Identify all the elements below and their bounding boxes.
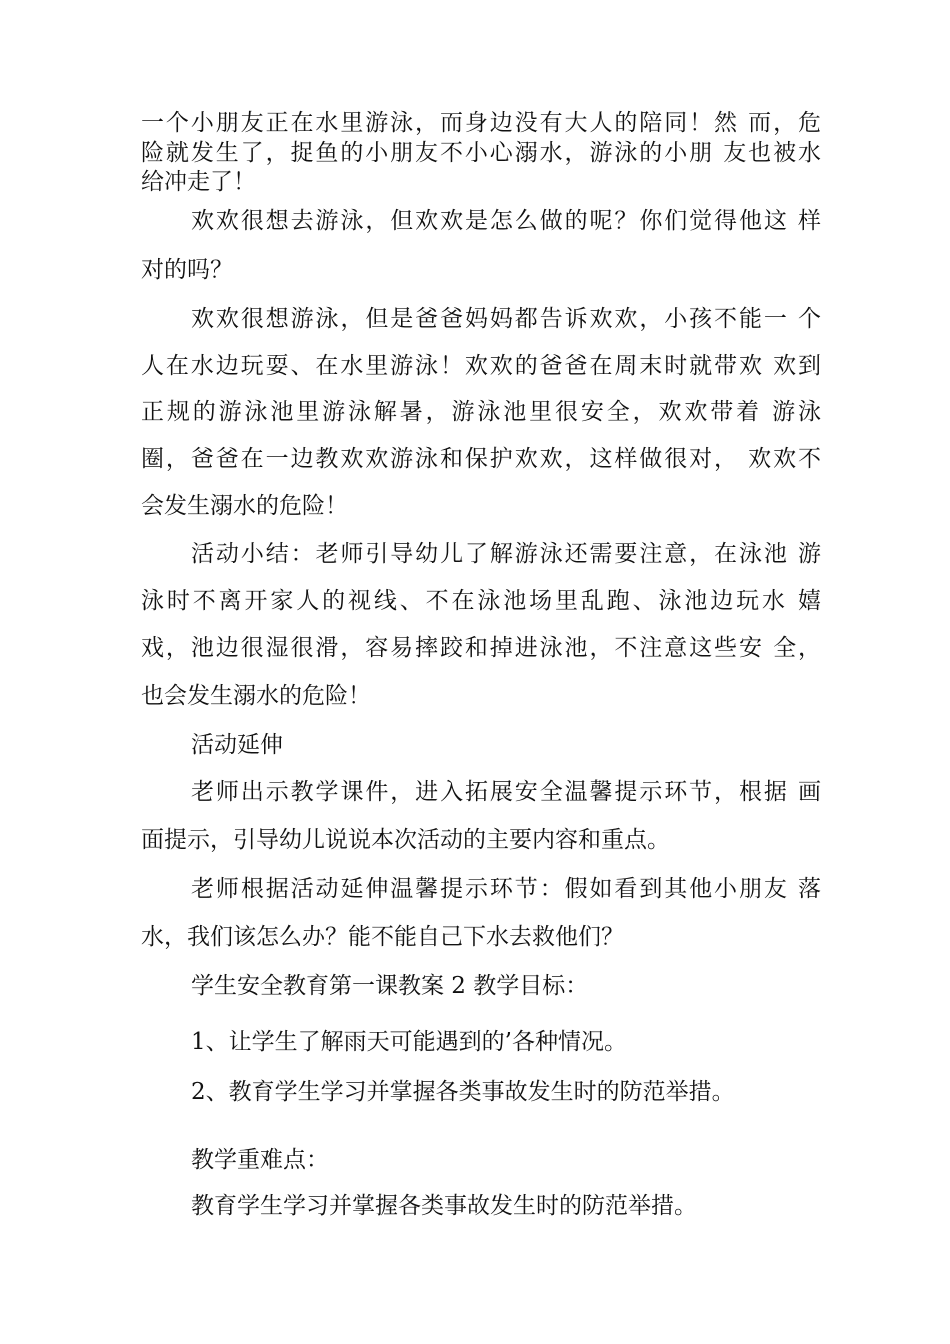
text-line: 老师根据活动延伸温馨提示环节：假如看到其他小朋友 落 [191, 876, 821, 902]
text-line: 会发生溺水的危险！ [141, 493, 348, 519]
text-line: 老师出示教学课件，进入拓展安全温馨提示环节，根据 画 [191, 779, 821, 805]
text-line: 面提示，引导幼儿说说本次活动的主要内容和重点。 [141, 827, 670, 853]
text-line: 给冲走了！ [141, 169, 256, 195]
text-line: 泳时不离开家人的视线、不在泳池场里乱跑、泳池边玩水 嬉 [141, 588, 821, 614]
text-line: 人在水边玩耍、在水里游泳！欢欢的爸爸在周末时就带欢 欢到 [141, 353, 821, 379]
list-item: 2、教育学生学习并掌握各类事故发生时的防范举措。 [191, 1079, 735, 1105]
list-item: 1、让学生了解雨天可能遇到的’各种情况。 [191, 1029, 627, 1055]
section-heading: 活动延伸 [191, 732, 283, 758]
text-line: 也会发生溺水的危险！ [141, 683, 371, 709]
text-line: 活动小结：老师引导幼儿了解游泳还需要注意，在泳池 游 [191, 541, 821, 567]
text-line: 教育学生学习并掌握各类事故发生时的防范举措。 [191, 1193, 697, 1219]
text-line: 戏，池边很湿很滑，容易摔跤和掉进泳池，不注意这些安 全， [141, 635, 821, 661]
text-line: 对的吗？ [141, 257, 233, 283]
text-line: 欢欢很想去游泳，但欢欢是怎么做的呢？你们觉得他这 样 [191, 208, 821, 234]
text-line: 正规的游泳池里游泳解暑，游泳池里很安全，欢欢带着 游泳 [141, 399, 821, 425]
text-line: 欢欢很想游泳，但是爸爸妈妈都告诉欢欢，小孩不能一 个 [191, 306, 821, 332]
text-line: 圈，爸爸在一边教欢欢游泳和保护欢欢，这样做很对， 欢欢不 [141, 446, 821, 472]
section-heading: 学生安全教育第一课教案 2 教学目标： [191, 973, 589, 999]
text-line: 水，我们该怎么办？能不能自己下水去救他们？ [141, 924, 624, 950]
text-line: 一个小朋友正在水里游泳，而身边没有大人的陪同！然 而，危 [141, 110, 821, 136]
section-heading: 教学重难点： [191, 1147, 329, 1173]
text-line: 险就发生了，捉鱼的小朋友不小心溺水，游泳的小朋 友也被水 [141, 140, 821, 166]
